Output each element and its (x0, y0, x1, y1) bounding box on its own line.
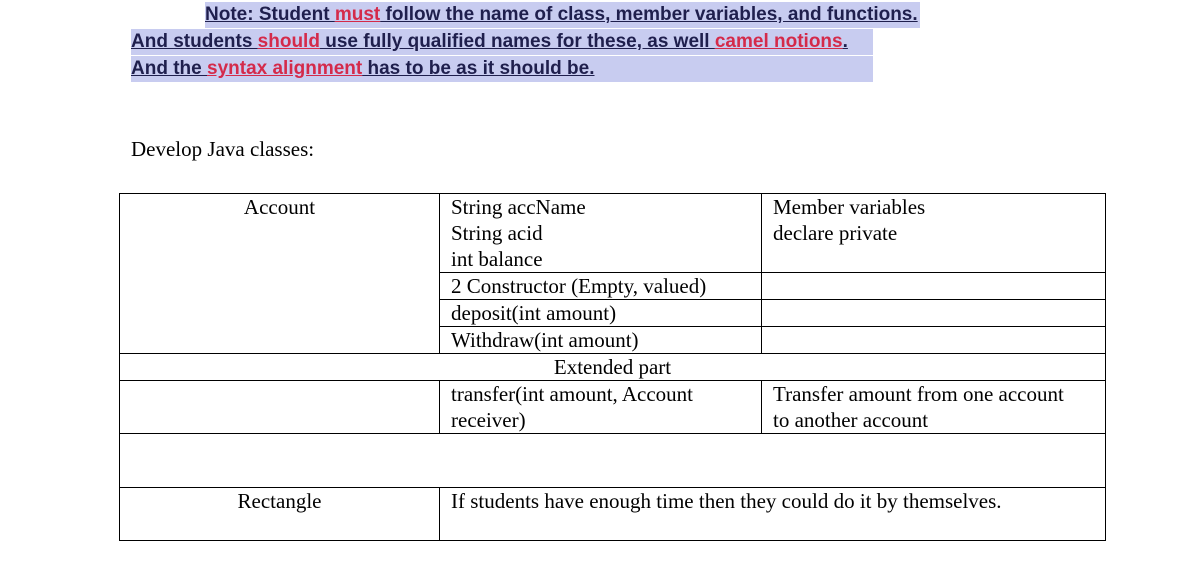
table-row (120, 194, 1106, 273)
empty-cell (120, 381, 440, 434)
member-variable: String acid (451, 221, 543, 245)
empty-row-cell (120, 434, 1106, 488)
note-text: declare private (773, 221, 898, 245)
note-emphasis-camel: camel notions (714, 31, 843, 52)
table-row (120, 488, 1106, 541)
empty-cell (762, 273, 1106, 300)
note-emphasis-syntax: syntax alignment (207, 58, 363, 79)
class-name-rectangle: Rectangle (120, 488, 440, 541)
transfer-cell (440, 381, 762, 434)
note-text: Note: Student (205, 4, 335, 25)
transfer-note-cell (762, 381, 1106, 434)
class-name-account: Account (120, 194, 440, 354)
note-text: follow the name of class, member variables, and functions. (380, 4, 918, 25)
method-text: transfer(int amount, Account (451, 382, 694, 406)
member-variables-cell (440, 194, 762, 273)
note-emphasis-should: should (257, 31, 320, 52)
table-row (120, 434, 1106, 488)
empty-cell (762, 300, 1106, 327)
note-text: And students (131, 31, 258, 52)
note-text: to another account (773, 408, 929, 432)
deposit-cell: deposit(int amount) (440, 300, 762, 327)
table-row (120, 354, 1106, 381)
empty-cell (762, 327, 1106, 354)
rectangle-note-cell: If students have enough time then they could do it by themselves. (440, 488, 1106, 541)
intro-heading: Develop Java classes: (131, 137, 315, 161)
table-row (120, 381, 1106, 434)
note-text: use fully qualified names for these, as well (319, 31, 715, 52)
note-line-2 (131, 29, 873, 55)
method-text: receiver) (451, 408, 526, 432)
member-variable: int balance (451, 247, 543, 271)
note-line-3 (131, 56, 873, 82)
note-line-1 (205, 2, 920, 28)
member-note-cell (762, 194, 1106, 273)
extended-part-header: Extended part (120, 354, 1106, 381)
note-text: . (842, 31, 848, 52)
member-variable: String accName (451, 195, 586, 219)
note-text: has to be as it should be. (362, 58, 595, 79)
note-emphasis-must: must (334, 4, 381, 25)
note-text: And the (131, 58, 207, 79)
withdraw-cell: Withdraw(int amount) (440, 327, 762, 354)
constructor-cell: 2 Constructor (Empty, valued) (440, 273, 762, 300)
note-text: Transfer amount from one account (773, 382, 1064, 406)
note-text: Member variables (773, 195, 926, 219)
class-spec-table (119, 193, 1106, 541)
